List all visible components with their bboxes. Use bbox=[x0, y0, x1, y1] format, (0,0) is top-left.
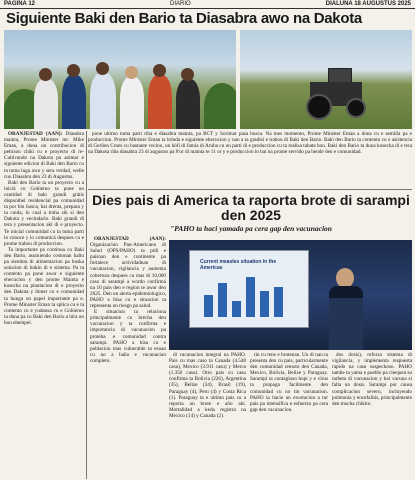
person bbox=[62, 75, 86, 129]
story2-headline: Dies pais di America ta raporta brote di sarampi den 2025 bbox=[92, 192, 410, 223]
screen-title: Current measles situation in the Americas bbox=[200, 259, 277, 271]
person bbox=[90, 73, 116, 129]
story2-column bbox=[169, 352, 246, 479]
person bbox=[120, 77, 144, 129]
conference-photo bbox=[169, 240, 412, 350]
screen-bar bbox=[204, 295, 213, 317]
screen-bar bbox=[218, 283, 227, 317]
story1-headline: Siguiente Baki den Bario ta Diasabra awo na Dakota bbox=[6, 10, 362, 27]
paragraph: Diasabra mainta, Prome Minister mr. Mike Eman, a dona un contribucion di peticion chikì cu e proyecto di re-Cultivando na Dakota pa animar e siguiente edicion di Baki den Bario cu ta tuma luga awo y sera verdad, welle cuu Diasabra den 23 di Augustus. bbox=[4, 131, 84, 180]
story-divider bbox=[88, 189, 412, 190]
story2-column bbox=[90, 236, 166, 479]
paragraph: Organizacion Pan-Americano di Salud (OPS/PAHO) ta pidi e paisnan den e continente pa fortalece actividadnan di vacunacion, vigilancia y aumenta cobertura despues cu mas di 10,000 caso di sarampi a wordo confirmá na 10 pais den e region te awor den 2025. Den un alerta epidemiologico, PAHO a bisa cu e situacion ta representa un riesgo pa salud. bbox=[90, 242, 166, 310]
issue-date: DIALUNA 18 AUGUSTUS 2025 bbox=[325, 1, 411, 7]
paragraph: E situacion ta relaciona principalmente cu brecha den vacunacion y ta confirma e importancia di vacunacion pa proteha e comunidad contra sarampi. PAHO a bisa cu e poblacion mas vulnerable ta esnan cu no a haña e vacunacion completo. bbox=[90, 309, 166, 364]
story2-column bbox=[250, 352, 328, 479]
paragraph: pone ultimo tuma parti riba e diasabra mainta, pa BCT y Sorimar pasa busca. Na mes momento, Prome Minister Eman a dona cu e semilla pa e produccion. Prome Minister Eman ta brinda e siguiente ehecucion y nan a ta gradisí e trabou di Baki den Bario. Baki den Bario ta contento cu e asistencia di Gerlien Croes cu bastante vecino, un hòfi di famia di Aruba cu un parti di e produccion cu ta realisa tabata bon. Baki den Bario ta duna kosecha di e tera na Dakota riba diasabra 23 di augustus pa 8'or di mainta te 11 or y e produccion lo bai na prome servido pa hende den e comunidad. bbox=[88, 131, 412, 156]
story1-column bbox=[4, 131, 84, 479]
story1-continuation bbox=[88, 131, 412, 169]
paragraph: dos dosis), reforza sistema di vigilancia, y implementa respuesta rapido na casu sospechoso. PAHO tambe ta yama e pueblo pa chequea su tarheta di vacunacion y bai vacuna si falta un dosis. Sarampi por causa complicacion severo, incluyendo pulmonia y encefalitis, principalmente den mucha chikito. bbox=[332, 352, 412, 407]
person-head bbox=[39, 68, 52, 81]
person-head bbox=[67, 64, 80, 77]
story2-subhead: "PAHO ta haci yamada pa cera gap den vacunacion bbox=[170, 224, 332, 233]
newspaper-name: DIARIO bbox=[170, 1, 191, 7]
screen-bar bbox=[274, 287, 283, 317]
masthead bbox=[0, 0, 415, 9]
screen-bar bbox=[246, 277, 255, 317]
person-head bbox=[153, 64, 166, 77]
tractor-wheel bbox=[306, 94, 332, 120]
person-head bbox=[125, 66, 138, 79]
person bbox=[176, 79, 200, 129]
person-head bbox=[181, 68, 194, 81]
podium bbox=[329, 298, 363, 350]
tree bbox=[204, 83, 236, 129]
person bbox=[148, 75, 172, 129]
tractor-wheel bbox=[346, 98, 366, 118]
paragraph: di vacunacion integral na PAHO. Pais cu mas caso ta Canada (4.548 casu), Mexico (3.911 casu) y Merca (1.356 casu). Otro pais cu casu confirma ta Bolivia (226), Argentina (35), Belize (34), Brasil (19), Paraguay (4), Peru (4) y Costa Rica (1). Paraguay ta e ultimo pais cu a reporta un brote e año aki. Mortalidad a keda registra na Mexico (14) y Canada (2). bbox=[169, 352, 246, 419]
dateline: ORANJESTAD (AAN): bbox=[94, 236, 166, 242]
screen-bar bbox=[232, 301, 241, 317]
paragraph: Baki den Bario ta un proyecto cu a iniciá cu Gobierno ta pone un cantidad di baki grandi grátis disponibel residencial pa comunidad ta por bin busca, bai drenta, prepara y ta cuida, lo cual a traha sik si den Dakota y vecindario. Baki grandi di tera y presentacion aki di e proyecto. Te inicial comunidad cu ta tuma parti lo conoce y lo comunicá despues cu e prome trabou di produccion. bbox=[4, 179, 84, 247]
group-photo bbox=[4, 30, 236, 129]
column-divider bbox=[86, 131, 87, 479]
paragraph: tin cu tene e brotenan. Un di nan ta presenta den cu pais, particularmente den comunidad remoto den Canada, Mexico, Bolivia, Belize y Paraguay. Sarampi ta contagioso hopi y e virus ta propaga facilmente den comunidad cu no tin vacunacion. PAHO ta hacie un exortacion a tur pais pa intensifica e esfuerzo pa cera gap den vacunacion. bbox=[250, 352, 328, 413]
paragraph: Ta importante pa continua cu Baki den Bario, asumiendo costonan haltu pa siembra di alimentacion pa buska solucion di bukin di e sistema. Pa ta contento pa pone awor e siguiente ehecucion y den prome Mainta e kosecha na plantacion di e proyecto den Dakota y hinter cu e comunidad ta hunga un papel importante pa e. Prome Minister Eman ta splica cu e ta contento cu e yudansa cu e Gobierno ta duna pa cu Baki den Bario a bira un bon ehempel. bbox=[4, 246, 84, 326]
dateline: ORANJESTAD (AAN): bbox=[8, 131, 63, 137]
tractor-photo bbox=[240, 30, 412, 129]
person bbox=[34, 79, 58, 129]
presentation-screen bbox=[189, 250, 309, 328]
person-head bbox=[96, 62, 109, 75]
page-number: PAGINA 12 bbox=[4, 1, 36, 7]
screen-bar bbox=[260, 291, 269, 317]
story2-column bbox=[332, 352, 412, 479]
speaker bbox=[336, 268, 354, 288]
